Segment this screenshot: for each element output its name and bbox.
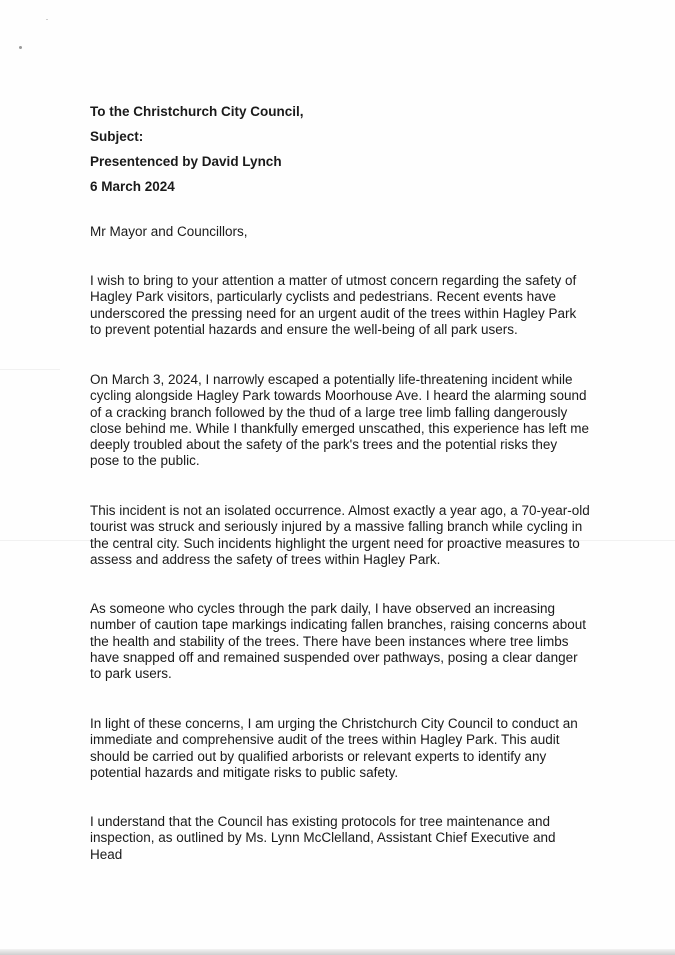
paragraph-incident: On March 3, 2024, I narrowly escaped a potentially life-threatening incident while cycling alongside Hagley Park towards Moorhouse Ave. I heard the alarming sound of a cracking branch followed by the thud of a large tree limb falling dangerously close behind me. While I thankfully emerged unscathed, this experience has left me deeply troubled about the safety of the park's trees and the potential risks they pose to the public.: [90, 372, 590, 469]
salutation: Mr Mayor and Councillors,: [90, 224, 248, 239]
addressee: To the Christchurch City Council,: [90, 104, 304, 119]
paragraph-observations: As someone who cycles through the park daily, I have observed an increasing number of caution tape markings indicating fallen branches, raising concerns about the health and stability of the trees. There have been instances where tree limbs have snapped off and remained suspended over pathways, posing a clear danger to park users.: [90, 601, 587, 682]
scan-speck: [19, 46, 22, 49]
scan-line: [0, 369, 60, 370]
letter-date: 6 March 2024: [90, 179, 175, 194]
letter-header: [90, 99, 304, 199]
paragraph-intro: I wish to bring to your attention a matter of utmost concern regarding the safety of Hagley Park visitors, particularly cyclists and pedestrians. Recent events have underscored the pressing need for an urgent audit of the trees within Hagley Park to prevent potential hazards and ensure the well-being of all park users.: [90, 273, 577, 337]
paragraph-request: In light of these concerns, I am urging the Christchurch City Council to conduct an immediate and comprehensive audit of the trees within Hagley Park. This audit should be carried out by qualified arborists or relevant experts to identify any potential hazards and mitigate risks to public safety.: [90, 716, 578, 780]
paragraph-protocols: I understand that the Council has existing protocols for tree maintenance and inspection, as outlined by Ms. Lynn McClelland, Assistant Chief Executive and Head: [90, 814, 556, 862]
presenter-line: Presentenced by David Lynch: [90, 154, 282, 169]
scan-speck: [46, 19, 48, 20]
paragraph-prior-incident: This incident is not an isolated occurrence. Almost exactly a year ago, a 70-year-old tourist was struck and seriously injured by a massive falling branch while cycling in the central city. Such incidents highlight the urgent need for proactive measures to assess and address the safety of trees within Hagley Park.: [90, 503, 590, 567]
subject-line: Subject:: [90, 129, 144, 144]
page-bottom-edge: [0, 949, 675, 955]
